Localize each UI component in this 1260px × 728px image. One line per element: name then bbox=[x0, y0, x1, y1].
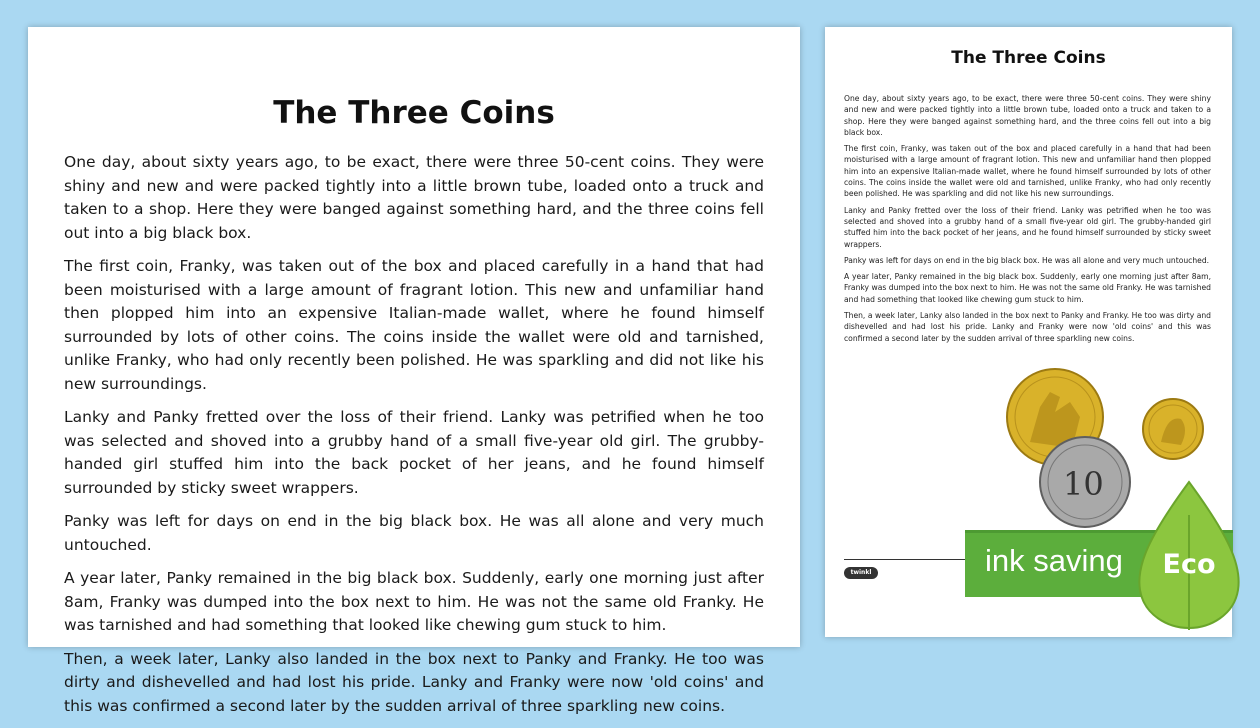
silver-coin bbox=[1040, 437, 1130, 527]
document-page-large bbox=[28, 27, 800, 715]
thumbnail-paragraph: Lanky and Panky fretted over the loss of their friend. Lanky was petrified when he too was selected and shoved into a grubby hand of a small five-year old girl. The grubby-handed girl stuffed him into the back pocket of her jeans, and he found himself surrounded by sticky sweet wrappers. bbox=[844, 205, 1211, 249]
paragraph: One day, about sixty years ago, to be exact, there were three 50-cent coins. They were shiny and new and were packed tightly into a little brown tube, loaded onto a truck and taken to a shop. Here they were banged against something hard, and the three coins fell out into a big black box. bbox=[64, 153, 764, 242]
paragraph: Then, a week later, Lanky also landed in the box next to Panky and Franky. He too was dirty and dishevelled and had lost his pride. Lanky and Franky were now 'old coins' and this was confirmed a second later by the sudden arrival of three sparkling new coins. bbox=[64, 649, 764, 715]
thumbnail-body bbox=[844, 93, 1211, 349]
eco-badge-label: Eco bbox=[1162, 549, 1216, 580]
eco-leaf-icon bbox=[1130, 480, 1248, 630]
thumbnail-paragraph: The first coin, Franky, was taken out of the box and placed carefully in a hand that had been moisturised with a large amount of fragrant lotion. This new and unfamiliar hand then plopped him into an expensive Italian-made wallet, where he found himself surrounded by lots of other coins. The coins inside the wallet were old and tarnished, unlike Franky, who had only recently been polished. He was sparkling and did not like his new surroundings. bbox=[844, 144, 1211, 199]
ink-saving-label: ink saving bbox=[985, 543, 1123, 578]
twinkl-logo: twinkl bbox=[844, 567, 878, 579]
paragraph: Panky was left for days on end in the big black box. He was all alone and very much untouched. bbox=[64, 512, 764, 554]
thumbnail-paragraph: A year later, Panky remained in the big black box. Suddenly, early one morning just after 8am, Franky was dumped into the box next to him. He was not the same old Franky. He was tarnished and had something that looked like chewing gum stuck to him. bbox=[844, 272, 1211, 304]
thumbnail-paragraph: One day, about sixty years ago, to be exact, there were three 50-cent coins. They were shiny and new and were packed tightly into a little brown tube, loaded onto a truck and taken to a shop. Here they were banged against something hard, and the three coins fell out into a big black box. bbox=[844, 94, 1211, 137]
coin-number-label: 10 bbox=[1063, 465, 1104, 503]
paragraph: Lanky and Panky fretted over the loss of their friend. Lanky was petrified when he too was selected and shoved into a grubby hand of a small five-year old girl. The grubby-handed girl stuffed him into the back pocket of her jeans, and he found himself surrounded by sticky sweet wrappers. bbox=[64, 408, 764, 497]
paragraph: A year later, Panky remained in the big black box. Suddenly, early one morning just after 8am, Franky was dumped into the box next to him. He was not the same old Franky. He was tarnished and had something that looked like chewing gum stuck to him. bbox=[64, 569, 764, 634]
paragraph: The first coin, Franky, was taken out of the box and placed carefully in a hand that had been moisturised with a large amount of fragrant lotion. This new and unfamiliar hand then plopped him into an expensive Italian-made wallet, where he found himself surrounded by lots of other coins. The coins inside the wallet were old and tarnished, unlike Franky, who had only recently been polished. He was sparkling and did not like his new surroundings. bbox=[64, 257, 764, 393]
thumbnail-paragraph: Panky was left for days on end in the big black box. He was all alone and very much untouched. bbox=[844, 255, 1210, 265]
document-title: The Three Coins bbox=[273, 95, 555, 131]
thumbnail-paragraph: Then, a week later, Lanky also landed in the box next to Panky and Franky. He too was dirty and dishevelled and had lost his pride. Lanky and Franky were now 'old coins' and this was confirmed a second later by the sudden arrival of three sparkling new coins. bbox=[844, 311, 1211, 343]
document-body bbox=[64, 151, 764, 728]
thumbnail-title: The Three Coins bbox=[951, 48, 1106, 68]
small-gold-coin bbox=[1143, 399, 1203, 459]
